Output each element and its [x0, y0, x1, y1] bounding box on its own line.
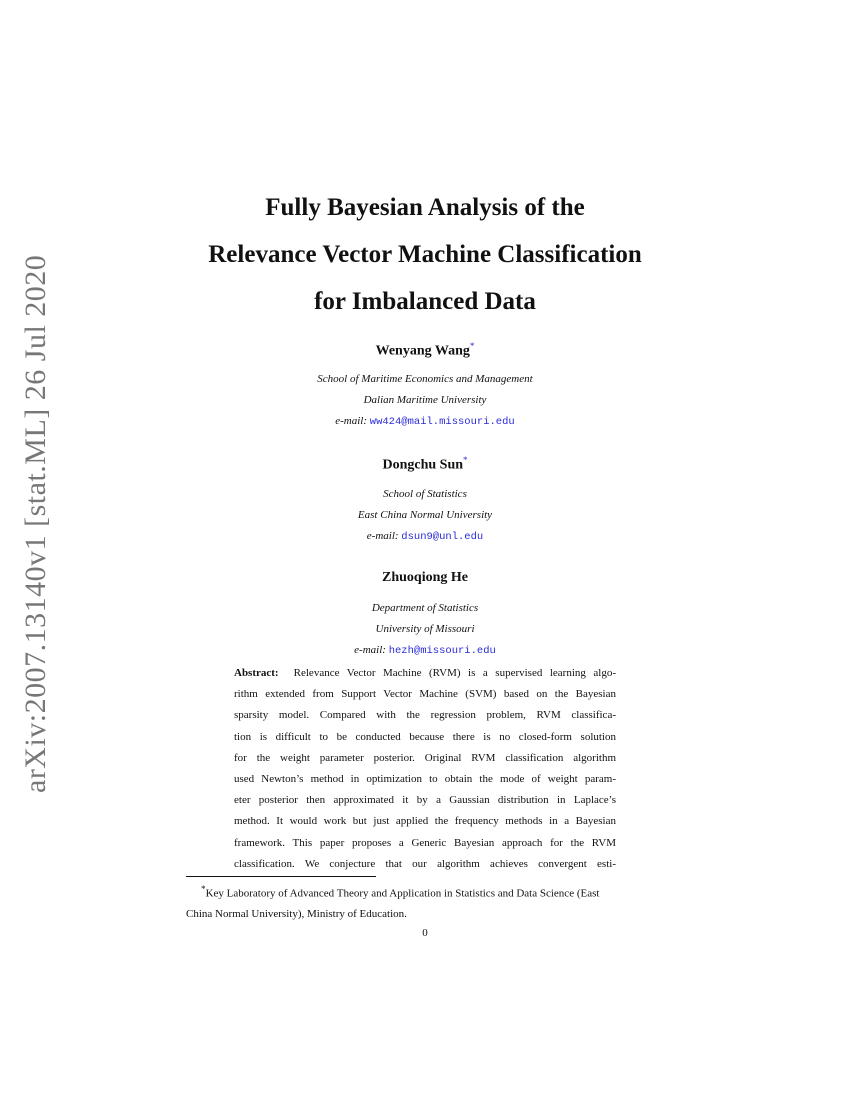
author-name — [150, 341, 700, 360]
paper-title — [150, 184, 700, 325]
abstract-label: Abstract: — [234, 667, 279, 679]
footnote-line — [186, 879, 664, 904]
footnote-rule — [186, 876, 376, 877]
affiliation-block — [150, 598, 700, 662]
email-label: e-mail: — [335, 415, 368, 427]
abstract-line: sparsity model. Compared with the regression problem, RVM classifica- — [234, 709, 616, 722]
footnote-marker[interactable]: * — [469, 341, 475, 351]
affiliation-dept: Department of Statistics — [371, 602, 479, 614]
title-line: for Imbalanced Data — [314, 288, 536, 315]
affiliation-dept: School of Maritime Economics and Management — [317, 373, 533, 385]
email-link[interactable]: dsun9@unl.edu — [401, 531, 484, 543]
footnote-line: China Normal University), Ministry of Education. — [186, 907, 407, 920]
author-name — [150, 455, 700, 474]
abstract-text: Relevance Vector Machine (RVM) is a supervised learning algo- — [293, 667, 617, 679]
abstract-line: eter posterior then approximated it by a Gaussian distribution in Laplace’s — [234, 794, 616, 807]
email-line — [150, 640, 700, 662]
abstract-line: used Newton’s method in optimization to obtain the mode of weight param- — [234, 773, 616, 786]
title-line: Relevance Vector Machine Classification — [208, 241, 642, 268]
abstract-line: tion is difficult to be conducted because there is no closed-form solution — [234, 730, 616, 743]
author-name-text: Wenyang Wang — [375, 343, 470, 359]
email-link[interactable]: ww424@mail.missouri.edu — [369, 416, 515, 428]
footnote — [186, 879, 664, 924]
abstract-line — [234, 663, 616, 684]
footnote-mark: * — [201, 884, 206, 894]
author-name — [150, 570, 700, 586]
footnote-text: Key Laboratory of Advanced Theory and Application in Statistics and Data Science (East — [205, 887, 600, 900]
title-line: Fully Bayesian Analysis of the — [265, 194, 585, 221]
author-name-text: Dongchu Sun — [382, 457, 464, 473]
affiliation-univ: East China Normal University — [357, 509, 493, 521]
page-number: 0 — [422, 927, 428, 939]
abstract-line: classification. We conjecture that our algorithm achieves convergent esti- — [234, 857, 616, 870]
abstract — [234, 663, 616, 875]
email-link[interactable]: hezh@missouri.edu — [388, 645, 496, 657]
email-line — [150, 526, 700, 548]
email-line — [150, 411, 700, 433]
abstract-line: rithm extended from Support Vector Machine (SVM) based on the Bayesian — [234, 688, 616, 701]
email-label: e-mail: — [354, 644, 386, 656]
abstract-line: for the weight parameter posterior. Original RVM classification algorithm — [234, 751, 616, 764]
arxiv-stamp: arXiv:2007.13140v1 [stat.ML] 26 Jul 2020 — [19, 254, 52, 793]
author-name-text: Zhuoqiong He — [382, 570, 468, 585]
abstract-line: method. It would work but just applied the frequency methods in a Bayesian — [234, 815, 616, 828]
footnote-marker[interactable]: * — [463, 455, 468, 465]
abstract-line: framework. This paper proposes a Generic Bayesian approach for the RVM — [234, 836, 616, 849]
affiliation-dept: School of Statistics — [383, 488, 467, 500]
affiliation-univ: University of Missouri — [375, 623, 475, 635]
affiliation-univ: Dalian Maritime University — [363, 394, 487, 406]
affiliation-block — [150, 484, 700, 548]
email-label: e-mail: — [366, 530, 399, 542]
affiliation-block — [150, 369, 700, 433]
